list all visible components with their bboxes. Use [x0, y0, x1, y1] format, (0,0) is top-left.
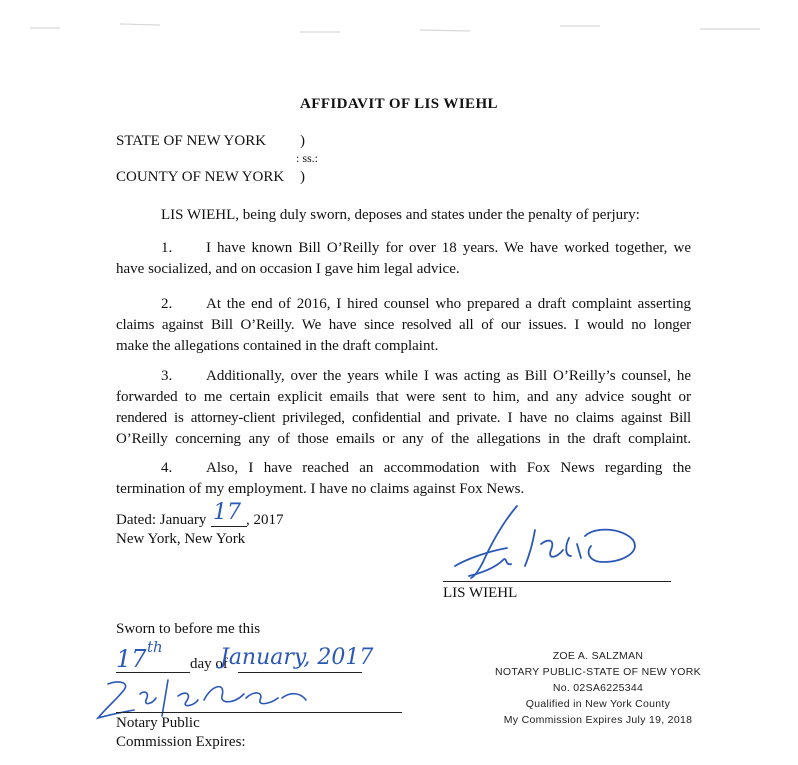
notary-stamp	[495, 648, 701, 728]
dated-year: , 2017	[246, 512, 284, 528]
paragraph-line: make the allegations contained in the draft complaint.	[116, 338, 439, 354]
paragraph-line: have socialized, and on occasion I gave him legal advice.	[116, 261, 460, 277]
paragraph-4	[116, 458, 691, 500]
notary-stamp-name: ZOE A. SALZMAN	[552, 650, 644, 662]
paragraph-line: termination of my employment. I have no claims against Fox News.	[116, 481, 525, 497]
jurat-day-line	[116, 672, 190, 673]
scan-noise	[0, 0, 798, 40]
paragraph-number: 1.	[161, 240, 173, 256]
dated-prefix: Dated: January	[116, 512, 207, 528]
paragraph-3	[116, 366, 691, 450]
document-title: AFFIDAVIT OF LIS WIEHL	[300, 96, 498, 112]
commission-expires-label: Commission Expires:	[116, 734, 246, 750]
paragraph-number: 3.	[161, 368, 173, 384]
paragraph-line: I have known Bill O’Reilly for over 18 years. We have worked together, we	[206, 240, 691, 256]
jurat-day-handwritten: 17	[116, 645, 147, 673]
notary-stamp-line: My Commission Expires July 19, 2018	[503, 714, 693, 726]
jurat-sworn: Sworn to before me this	[116, 621, 261, 637]
jurat-day-suffix: th	[147, 638, 163, 656]
paragraph-line: claims against Bill O’Reilly. We have since resolved all of our issues. I would no longer	[116, 317, 691, 333]
paragraph-line: At the end of 2016, I hired counsel who prepared a draft complaint asserting	[206, 296, 691, 312]
notary-public-label: Notary Public	[116, 715, 200, 731]
paragraph-1	[116, 238, 691, 280]
intro-statement: LIS WIEHL, being duly sworn, deposes and states under the penalty of perjury:	[161, 207, 640, 223]
jurat-day-of: day of	[190, 656, 228, 672]
venue-state: STATE OF NEW YORK	[116, 133, 267, 149]
signer-signature-line	[443, 581, 671, 582]
dated-day-line	[211, 526, 247, 527]
paragraph-line: Also, I have reached an accommodation with Fox News regarding the	[206, 460, 691, 476]
venue-county: COUNTY OF NEW YORK	[116, 169, 285, 185]
paragraph-2	[116, 294, 691, 357]
jurat-month-handwritten: January, 2017	[220, 645, 374, 670]
paragraph-line: rendered is attorney-client privileged, confidential and private. I have no claims against Bill	[116, 410, 691, 426]
signer-signature	[445, 500, 645, 585]
notary-stamp-line: No. 02SA6225344	[552, 682, 644, 694]
dated-day-handwritten: 17	[213, 500, 241, 525]
venue-ss: : ss.:	[296, 151, 319, 165]
paragraph-number: 4.	[161, 460, 173, 476]
paragraph-line: forwarded to me certain explicit emails that were sent to him, and any advice sought or	[116, 389, 691, 405]
venue-paren-bottom: )	[300, 169, 305, 185]
jurat-month-line	[238, 672, 362, 673]
notary-stamp-line: NOTARY PUBLIC-STATE OF NEW YORK	[495, 666, 701, 678]
paragraph-line: O’Reilly concerning any of those emails or any of the allegations in the draft complaint.	[116, 431, 691, 447]
venue-paren-top: )	[300, 133, 305, 149]
signer-name: LIS WIEHL	[443, 585, 518, 601]
paragraph-line: Additionally, over the years while I was acting as Bill O’Reilly’s counsel, he	[206, 368, 691, 384]
paragraph-number: 2.	[161, 296, 173, 312]
notary-stamp-line: Qualified in New York County	[525, 698, 671, 710]
dated-place: New York, New York	[116, 531, 246, 547]
